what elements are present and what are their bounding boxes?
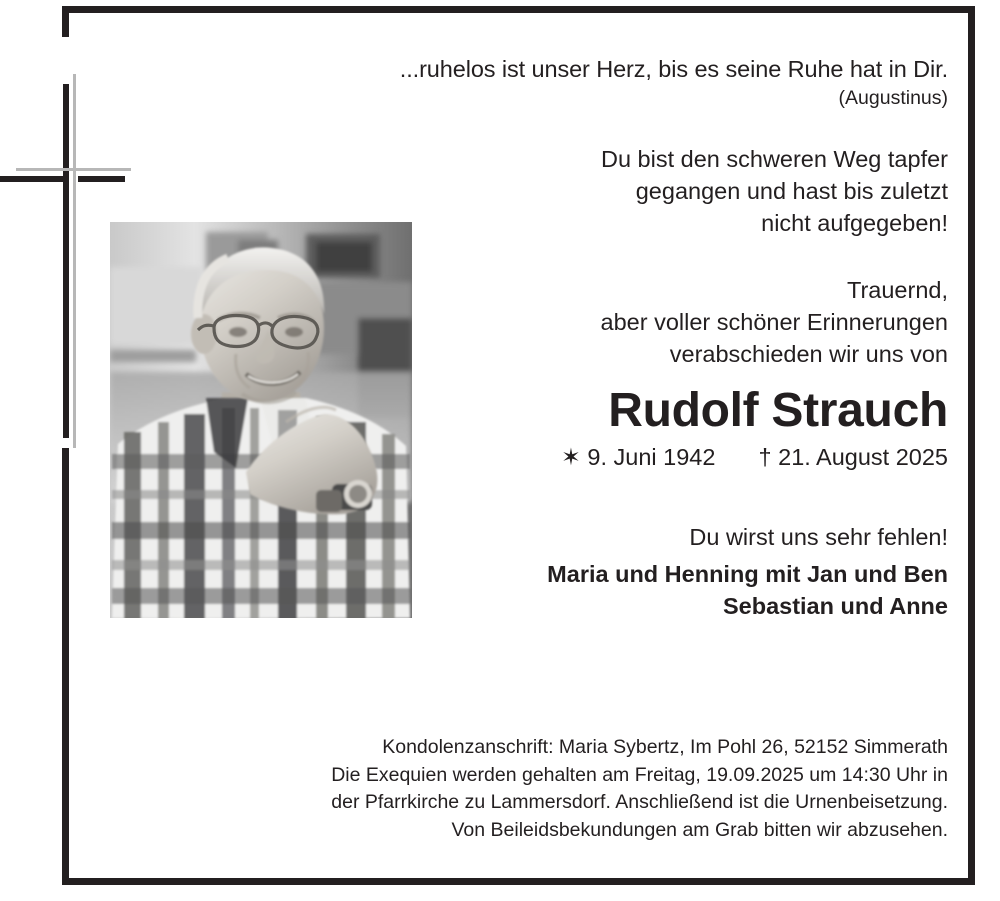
- epigraph-quote: ...ruhelos ist unser Herz, bis es seine Ruhe hat in Dir.: [399, 56, 948, 82]
- funeral-details: [230, 734, 948, 845]
- funeral-service-line: der Pfarrkirche zu Lammersdorf. Anschließend ist die Urnenbeisetzung.: [331, 791, 948, 814]
- cross-icon-vertical-bar: [63, 84, 69, 438]
- cross-icon-horizontal-hairline: [16, 168, 131, 171]
- cross-icon-horizontal-bar-right: [78, 176, 125, 182]
- epigraph-block: [300, 55, 948, 111]
- birth-date: 9. Juni 1942: [587, 444, 716, 471]
- deceased-name: Rudolf Strauch: [608, 383, 948, 437]
- funeral-service-line: Die Exequien werden gehalten am Freitag, 19.09.2025 um 14:30 Uhr in: [331, 763, 948, 786]
- mourning-intro: [300, 275, 948, 371]
- cross-icon-horizontal-bar-left: [0, 176, 69, 182]
- surviving-family-line: Maria und Henning mit Jan und Ben: [547, 560, 948, 587]
- farewell-line: Du wirst uns sehr fehlen!: [689, 523, 948, 550]
- frame-border-right: [968, 6, 975, 885]
- frame-border-bottom: [62, 878, 975, 885]
- death-cross-icon: †: [758, 444, 772, 471]
- epigraph-attribution: (Augustinus): [838, 86, 948, 109]
- mourning-intro-line: aber voller schöner Erinnerungen: [600, 308, 948, 335]
- memorial-verse-line: gegangen und hast bis zuletzt: [635, 177, 948, 204]
- cross-icon-vertical-hairline: [73, 74, 76, 448]
- notice-text-column: [300, 0, 948, 623]
- surviving-family: [300, 559, 948, 623]
- condolence-address: Kondolenzanschrift: Maria Sybertz, Im Pohl 26, 52152 Simmerath: [382, 736, 948, 758]
- frame-border-left-lower: [62, 448, 69, 885]
- life-dates: [300, 442, 948, 473]
- birth-star-icon: ✶: [561, 444, 581, 471]
- mourning-intro-line: verabschieden wir uns von: [669, 340, 948, 367]
- death-date: 21. August 2025: [778, 444, 948, 471]
- surviving-family-line: Sebastian und Anne: [722, 592, 948, 619]
- mourning-intro-line: Trauernd,: [846, 276, 948, 303]
- memorial-verse-line: nicht aufgegeben!: [761, 209, 948, 236]
- memorial-verse-line: Du bist den schweren Weg tapfer: [600, 146, 948, 172]
- frame-border-left-upper: [62, 6, 69, 37]
- graveside-request-line: Von Beileidsbekundungen am Grab bitten wir abzusehen.: [451, 819, 948, 842]
- memorial-verse: [300, 144, 948, 240]
